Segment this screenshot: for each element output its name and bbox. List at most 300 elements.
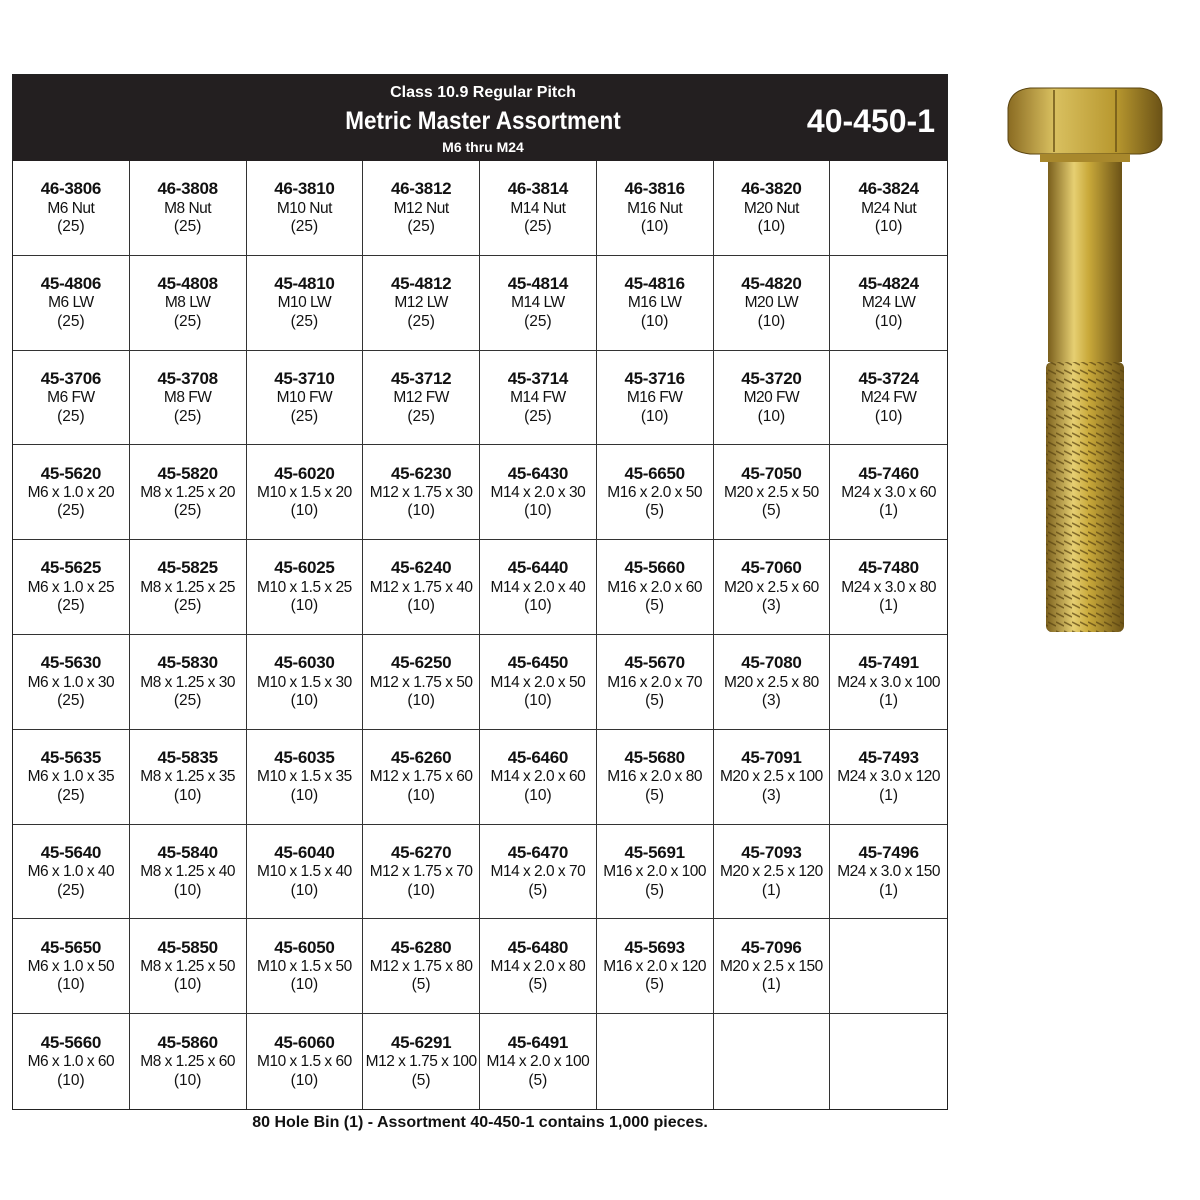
part-description: M12 x 1.75 x 80 (369, 957, 473, 975)
part-number: 45-5830 (157, 653, 218, 673)
bin-cell (247, 540, 364, 635)
part-number: 45-4812 (390, 273, 452, 293)
bin-cell (130, 445, 247, 540)
empty-bin-cell (830, 1014, 947, 1109)
bin-cell (830, 445, 947, 540)
bin-cell (830, 256, 947, 351)
part-quantity: (10) (173, 786, 202, 804)
bin-cell (714, 730, 831, 825)
part-number: 45-3710 (274, 368, 335, 388)
part-quantity: (25) (407, 407, 435, 425)
bin-cell (247, 351, 364, 446)
part-number: 45-7093 (741, 842, 802, 862)
bin-cell (830, 161, 947, 256)
part-description: M8 x 1.25 x 40 (140, 863, 235, 881)
part-number: 45-6020 (274, 463, 335, 483)
part-number: 45-5650 (40, 937, 102, 957)
part-number: 45-6040 (274, 842, 335, 862)
part-number: 45-5835 (157, 747, 218, 767)
bin-cell (363, 919, 480, 1014)
bin-cell (830, 540, 947, 635)
part-quantity: (1) (879, 597, 899, 615)
part-quantity: (25) (173, 502, 202, 520)
part-quantity: (5) (761, 502, 781, 520)
part-number: 45-5840 (157, 842, 218, 862)
part-description: M6 x 1.0 x 50 (27, 957, 115, 975)
bin-cell (597, 540, 714, 635)
part-description: M20 Nut (743, 199, 799, 217)
bin-cell (597, 161, 714, 256)
part-number: 45-4810 (274, 273, 335, 293)
part-quantity: (25) (57, 407, 85, 425)
part-number: 45-3714 (507, 368, 569, 388)
part-description: M16 x 2.0 x 70 (607, 673, 702, 691)
part-quantity: (25) (173, 218, 202, 236)
bolt-shank (1048, 162, 1122, 362)
part-number: 45-5640 (40, 842, 102, 862)
part-quantity: (10) (290, 1071, 319, 1089)
part-quantity: (10) (407, 881, 435, 899)
part-description: M10 x 1.5 x 25 (257, 578, 352, 596)
part-quantity: (10) (173, 1071, 202, 1089)
part-description: M14 x 2.0 x 60 (490, 768, 586, 786)
part-number: 45-3716 (624, 368, 685, 388)
bin-cell (130, 256, 247, 351)
bin-cell (480, 1014, 597, 1109)
part-description: M24 x 3.0 x 80 (841, 578, 936, 596)
part-quantity: (5) (411, 976, 431, 994)
part-number: 45-6230 (390, 463, 452, 483)
part-description: M6 x 1.0 x 30 (27, 673, 115, 691)
part-number: 45-4816 (624, 273, 685, 293)
part-description: M16 LW (627, 294, 682, 312)
part-quantity: (10) (407, 502, 435, 520)
bin-cell (714, 825, 831, 920)
part-description: M10 x 1.5 x 35 (257, 768, 352, 786)
assortment-number: 40-450-1 (806, 103, 935, 139)
part-number: 45-5680 (624, 747, 685, 767)
part-number: 45-5860 (157, 1032, 218, 1052)
part-quantity: (10) (757, 312, 786, 330)
part-number: 46-3812 (390, 179, 452, 199)
bin-cell (13, 730, 130, 825)
part-quantity: (10) (407, 692, 435, 710)
part-quantity: (10) (757, 218, 786, 236)
part-number: 45-3724 (858, 368, 919, 388)
part-number: 45-6450 (507, 653, 569, 673)
part-number: 45-4814 (507, 273, 569, 293)
bin-cell (363, 635, 480, 730)
part-description: M24 x 3.0 x 150 (837, 863, 941, 881)
part-description: M14 x 2.0 x 50 (490, 673, 586, 691)
bin-cell (13, 445, 130, 540)
bin-cell (597, 825, 714, 920)
part-description: M16 FW (626, 389, 683, 407)
part-description: M14 x 2.0 x 70 (490, 863, 586, 881)
bin-cell (597, 351, 714, 446)
part-quantity: (5) (645, 976, 665, 994)
part-description: M6 x 1.0 x 25 (27, 578, 115, 596)
part-description: M8 x 1.25 x 35 (140, 768, 235, 786)
bin-cell (597, 919, 714, 1014)
bin-cell (247, 730, 364, 825)
part-quantity: (10) (290, 502, 319, 520)
part-description: M10 x 1.5 x 40 (257, 863, 352, 881)
empty-bin-cell (714, 1014, 831, 1109)
part-number: 46-3816 (624, 179, 685, 199)
part-number: 45-7091 (741, 747, 802, 767)
bin-cell (363, 351, 480, 446)
bin-cell (597, 256, 714, 351)
part-number: 45-7480 (858, 558, 919, 578)
part-description: M24 x 3.0 x 120 (837, 768, 941, 786)
part-description: M24 x 3.0 x 60 (841, 483, 936, 501)
part-description: M6 FW (47, 389, 95, 407)
part-quantity: (10) (57, 976, 85, 994)
bin-cell (830, 351, 947, 446)
bin-cell (363, 825, 480, 920)
part-number: 45-5850 (157, 937, 218, 957)
bin-cell (130, 161, 247, 256)
part-number: 45-5620 (40, 463, 102, 483)
part-quantity: (25) (57, 218, 85, 236)
part-quantity: (10) (290, 881, 319, 899)
part-description: M24 x 3.0 x 100 (837, 673, 941, 691)
part-description: M16 x 2.0 x 80 (607, 768, 702, 786)
bin-cell (363, 161, 480, 256)
empty-bin-cell (597, 1014, 714, 1109)
part-number: 45-3706 (40, 368, 102, 388)
part-description: M8 x 1.25 x 60 (140, 1053, 235, 1071)
bin-cell (714, 445, 831, 540)
part-quantity: (5) (645, 881, 665, 899)
part-description: M6 x 1.0 x 35 (27, 768, 115, 786)
part-description: M10 LW (277, 294, 332, 312)
bin-cell (247, 635, 364, 730)
part-description: M16 x 2.0 x 100 (603, 863, 707, 881)
bin-cell (714, 256, 831, 351)
part-number: 45-7060 (741, 558, 802, 578)
part-description: M14 FW (510, 389, 566, 407)
part-description: M16 Nut (627, 199, 683, 217)
part-description: M24 Nut (861, 199, 917, 217)
part-quantity: (1) (879, 692, 899, 710)
part-quantity: (10) (57, 1071, 85, 1089)
part-quantity: (25) (407, 218, 435, 236)
part-number: 45-6270 (390, 842, 452, 862)
part-description: M12 Nut (393, 199, 449, 217)
bin-cell (714, 540, 831, 635)
part-number: 45-6460 (507, 747, 569, 767)
part-quantity: (25) (57, 502, 85, 520)
bin-cell (830, 825, 947, 920)
part-quantity: (5) (645, 692, 665, 710)
bin-cell (480, 635, 597, 730)
part-quantity: (25) (173, 597, 202, 615)
part-quantity: (10) (407, 597, 435, 615)
bin-cell (130, 540, 247, 635)
part-number: 45-5670 (624, 653, 685, 673)
part-quantity: (25) (57, 597, 85, 615)
bin-cell (13, 635, 130, 730)
bin-cell (13, 919, 130, 1014)
part-number: 46-3808 (157, 179, 218, 199)
bin-cell (597, 635, 714, 730)
part-quantity: (5) (411, 1071, 431, 1089)
part-description: M20 x 2.5 x 60 (724, 578, 819, 596)
part-quantity: (1) (879, 502, 899, 520)
part-quantity: (10) (757, 407, 786, 425)
part-description: M20 x 2.5 x 120 (719, 863, 823, 881)
part-description: M10 Nut (276, 199, 332, 217)
part-quantity: (10) (290, 976, 319, 994)
part-number: 45-3712 (390, 368, 452, 388)
bin-cell (363, 445, 480, 540)
part-description: M8 x 1.25 x 30 (140, 673, 235, 691)
part-quantity: (10) (874, 312, 903, 330)
part-quantity: (10) (874, 218, 903, 236)
part-quantity: (5) (645, 502, 665, 520)
header-subtitle: M6 thru M24 (442, 139, 524, 155)
part-number: 45-7096 (741, 937, 802, 957)
bin-cell (130, 635, 247, 730)
part-quantity: (25) (524, 218, 552, 236)
part-quantity: (1) (761, 881, 781, 899)
part-description: M10 FW (276, 389, 333, 407)
bin-cell (13, 825, 130, 920)
part-number: 45-3720 (741, 368, 802, 388)
part-number: 46-3820 (741, 179, 802, 199)
part-description: M10 x 1.5 x 20 (257, 483, 352, 501)
part-description: M16 x 2.0 x 60 (607, 578, 702, 596)
part-quantity: (10) (290, 692, 319, 710)
bin-cell (597, 730, 714, 825)
part-quantity: (25) (524, 312, 552, 330)
part-description: M16 x 2.0 x 120 (603, 957, 707, 975)
part-description: M12 LW (394, 294, 448, 312)
bin-cell (480, 161, 597, 256)
bin-cell (480, 445, 597, 540)
part-description: M10 x 1.5 x 30 (257, 673, 352, 691)
part-description: M8 LW (164, 294, 211, 312)
bin-cell (830, 635, 947, 730)
part-number: 45-6240 (390, 558, 452, 578)
footer-note: 80 Hole Bin (1) - Assortment 40-450-1 contains 1,000 pieces. (252, 1114, 708, 1131)
bin-grid (13, 161, 947, 1109)
part-description: M12 x 1.75 x 40 (369, 578, 473, 596)
part-number: 45-4824 (858, 273, 919, 293)
part-description: M24 LW (861, 294, 916, 312)
part-quantity: (25) (57, 692, 85, 710)
part-quantity: (1) (879, 881, 899, 899)
bin-cell (247, 919, 364, 1014)
part-quantity: (10) (524, 502, 552, 520)
bin-cell (714, 161, 831, 256)
bin-cell (13, 161, 130, 256)
part-number: 45-5660 (624, 558, 685, 578)
part-number: 45-4808 (157, 273, 218, 293)
part-quantity: (10) (640, 407, 669, 425)
part-description: M6 x 1.0 x 20 (27, 483, 115, 501)
bolt-head (1008, 88, 1162, 154)
part-quantity: (5) (645, 597, 665, 615)
part-number: 45-6250 (390, 653, 452, 673)
part-quantity: (25) (173, 692, 202, 710)
part-number: 46-3806 (40, 179, 102, 199)
part-number: 45-6025 (274, 558, 335, 578)
bin-cell (480, 919, 597, 1014)
bin-cell (247, 445, 364, 540)
part-quantity: (5) (645, 786, 665, 804)
bin-cell (363, 256, 480, 351)
bin-cell (130, 919, 247, 1014)
part-description: M24 FW (860, 389, 917, 407)
bin-cell (714, 351, 831, 446)
bin-cell (130, 825, 247, 920)
part-quantity: (10) (524, 786, 552, 804)
part-number: 45-6260 (390, 747, 452, 767)
part-description: M14 x 2.0 x 40 (490, 578, 586, 596)
part-quantity: (5) (528, 976, 548, 994)
header-title: Metric Master Assortment (345, 107, 621, 135)
part-quantity: (25) (524, 407, 552, 425)
hex-bolt-image (1000, 80, 1170, 640)
bin-cell (130, 1014, 247, 1109)
part-quantity: (25) (290, 407, 319, 425)
part-number: 45-7496 (858, 842, 919, 862)
part-quantity: (25) (57, 786, 85, 804)
bin-cell (13, 256, 130, 351)
part-quantity: (5) (528, 1071, 548, 1089)
part-quantity: (10) (874, 407, 903, 425)
part-quantity: (1) (879, 786, 899, 804)
part-quantity: (10) (524, 692, 552, 710)
part-number: 45-6440 (507, 558, 569, 578)
part-number: 45-7050 (741, 463, 802, 483)
part-number: 45-6470 (507, 842, 569, 862)
part-description: M8 FW (163, 389, 212, 407)
part-quantity: (25) (57, 881, 85, 899)
part-number: 45-4820 (741, 273, 802, 293)
bin-cell (247, 1014, 364, 1109)
part-quantity: (25) (57, 312, 85, 330)
part-number: 45-7460 (858, 463, 919, 483)
part-description: M20 LW (744, 294, 799, 312)
empty-bin-cell (830, 919, 947, 1014)
part-description: M12 x 1.75 x 50 (369, 673, 473, 691)
part-description: M8 Nut (164, 199, 212, 217)
part-quantity: (25) (290, 218, 319, 236)
part-quantity: (25) (173, 312, 202, 330)
part-quantity: (10) (407, 786, 435, 804)
part-description: M14 x 2.0 x 80 (490, 957, 586, 975)
bin-cell (714, 635, 831, 730)
part-quantity: (25) (173, 407, 202, 425)
part-number: 45-7493 (858, 747, 919, 767)
bin-cell (247, 161, 364, 256)
part-number: 45-7491 (858, 653, 919, 673)
bin-cell (480, 351, 597, 446)
part-quantity: (10) (173, 976, 202, 994)
part-description: M20 x 2.5 x 50 (724, 483, 819, 501)
part-description: M16 x 2.0 x 50 (607, 483, 702, 501)
part-description: M12 FW (393, 389, 449, 407)
bin-cell (597, 445, 714, 540)
part-description: M14 x 2.0 x 100 (486, 1053, 590, 1071)
part-number: 45-6035 (274, 747, 335, 767)
part-quantity: (5) (528, 881, 548, 899)
part-quantity: (10) (290, 786, 319, 804)
bin-cell (480, 825, 597, 920)
part-number: 45-5630 (40, 653, 102, 673)
bin-cell (480, 256, 597, 351)
part-number: 45-5825 (157, 558, 218, 578)
part-description: M14 LW (511, 294, 565, 312)
bin-cell (480, 730, 597, 825)
bin-cell (247, 825, 364, 920)
bin-cell (480, 540, 597, 635)
part-number: 45-4806 (40, 273, 102, 293)
part-description: M6 x 1.0 x 40 (27, 863, 115, 881)
part-description: M6 LW (48, 294, 94, 312)
bin-cell (13, 540, 130, 635)
header-class: Class 10.9 Regular Pitch (390, 84, 576, 101)
part-description: M6 Nut (47, 199, 95, 217)
part-description: M6 x 1.0 x 60 (27, 1053, 115, 1071)
part-description: M20 x 2.5 x 100 (719, 768, 823, 786)
part-description: M20 x 2.5 x 150 (719, 957, 823, 975)
part-number: 45-6430 (507, 463, 569, 483)
bin-cell (130, 730, 247, 825)
assortment-chart (12, 74, 948, 1110)
part-description: M20 FW (743, 389, 800, 407)
part-number: 45-6291 (390, 1032, 452, 1052)
part-number: 45-6650 (624, 463, 685, 483)
part-quantity: (10) (524, 597, 552, 615)
part-number: 46-3824 (858, 179, 919, 199)
bin-cell (363, 730, 480, 825)
part-number: 45-6480 (507, 937, 569, 957)
part-number: 45-6030 (274, 653, 335, 673)
part-description: M14 x 2.0 x 30 (490, 483, 586, 501)
bin-cell (130, 351, 247, 446)
part-description: M8 x 1.25 x 25 (140, 578, 235, 596)
bin-cell (830, 730, 947, 825)
part-number: 45-6491 (507, 1032, 569, 1052)
part-number: 45-5625 (40, 558, 102, 578)
part-description: M8 x 1.25 x 50 (140, 957, 235, 975)
part-number: 46-3810 (274, 179, 335, 199)
bolt-washer-face (1040, 154, 1130, 162)
part-description: M14 Nut (510, 199, 566, 217)
bin-cell (363, 540, 480, 635)
bin-cell (247, 256, 364, 351)
part-description: M12 x 1.75 x 30 (369, 483, 473, 501)
part-number: 46-3814 (507, 179, 569, 199)
part-description: M12 x 1.75 x 100 (365, 1053, 477, 1071)
part-quantity: (3) (761, 786, 781, 804)
part-number: 45-5635 (40, 747, 102, 767)
bin-cell (363, 1014, 480, 1109)
part-quantity: (10) (290, 597, 319, 615)
part-number: 45-5820 (157, 463, 218, 483)
part-quantity: (25) (290, 312, 319, 330)
chart-header (13, 75, 947, 161)
bin-cell (13, 1014, 130, 1109)
part-number: 45-6050 (274, 937, 335, 957)
part-number: 45-7080 (741, 653, 802, 673)
bin-cell (714, 919, 831, 1014)
